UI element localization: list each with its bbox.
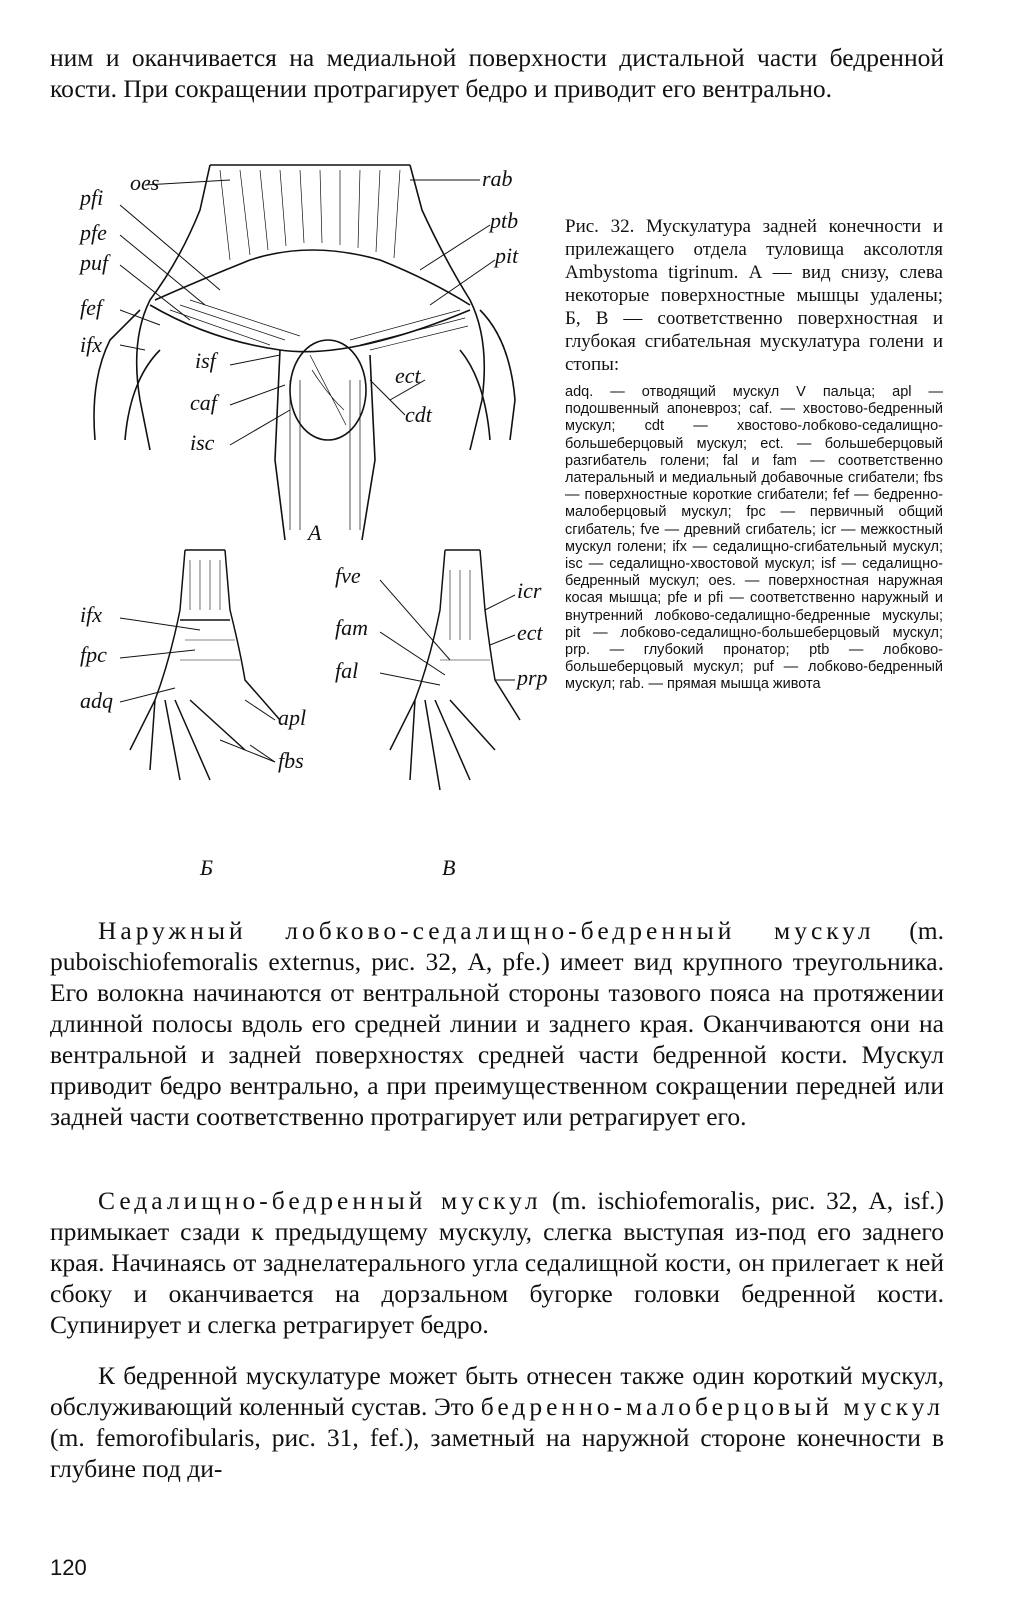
label-ptb: ptb	[490, 208, 519, 233]
page-number: 120	[50, 1555, 87, 1580]
label-ect: ect	[395, 363, 421, 388]
label-fbs: fbs	[278, 748, 304, 773]
label-puf: puf	[80, 250, 109, 275]
figure-32	[50, 140, 550, 900]
label-fam: fam	[335, 615, 368, 640]
label-adq: adq	[80, 688, 113, 713]
label-oes: oes	[130, 170, 160, 195]
label-prp: prp	[517, 665, 548, 690]
figure-caption	[565, 215, 943, 694]
caption-title: Рис. 32. Мускулатура задней конечности и прилежащего отдела туловища аксолотля Ambystoma tigrinum. А — вид снизу, слева некоторые поверхностные мышцы удалены; Б, В — соответственно поверхностная и глубокая сгибательная мускулатура голени и стопы:	[565, 216, 943, 375]
term-puboischiofemoralis: Наружный лобково-седалищно-бедренный мускул	[98, 916, 875, 945]
label-pfi: pfi	[80, 185, 104, 210]
label-isc: isc	[190, 430, 215, 455]
label-fal: fal	[335, 658, 359, 683]
label-ifx-b: ifx	[80, 602, 102, 627]
label-fve: fve	[335, 563, 361, 588]
label-icr: icr	[517, 578, 542, 603]
label-ifx: ifx	[80, 332, 102, 357]
paragraph-2-text: (m. ischiofemoralis, рис. 32, А, isf.) примыкает сзади к предыдущему мускулу, слегка выступая из-под его заднего края. Начинаясь от заднелатерального угла седалищной кости, он прилегает к ней сбоку и оканчивается на дорзальном бугорке головки бедренной кости. Супинирует и слегка ретрагирует бедро.	[50, 1186, 944, 1339]
paragraph-3	[50, 1360, 944, 1484]
label-isf: isf	[195, 348, 216, 373]
label-pfe: pfe	[80, 220, 107, 245]
anatomical-illustration	[50, 140, 550, 900]
label-rab: rab	[482, 166, 513, 191]
top-paragraph: ним и оканчивается на медиальной поверхности дистальной части бедренной кости. При сокращении протрагирует бедро и приводит его вентрально.	[50, 43, 944, 103]
paragraph-3-text: (m. femorofibularis, рис. 31, fef.), заметный на наружной стороне конечности в глубине под ди-	[50, 1423, 944, 1483]
label-caf: caf	[190, 390, 217, 415]
panel-label-v: В	[442, 855, 456, 880]
paragraph-2	[50, 1185, 944, 1340]
term-ischiofemoralis: Седалищно-бедренный мускул	[98, 1186, 542, 1215]
term-femorofibularis: бедренно-малоберцовый мускул	[480, 1392, 945, 1421]
label-cdt: cdt	[405, 402, 432, 427]
caption-legend: adq. — отводящий мускул V пальца; apl — подошвенный апоневроз; caf. — хвостово-бедренный мускул; cdt — хвостово-лобково-седалищно-большеберцовый мускул; ect. — большеберцовый разгибатель голени; fal и fam — соответственно латеральный и медиальный добавочные сгибатели; fbs — поверхностные короткие сгибатели; fef — бедренно-малоберцовый мускул; fpc — первичный общий сгибатель; fve — древний сгибатель; icr — межкостный мускул голени; ifx — седалищно-сгибательный мускул; isc — седалищно-хвостовой мускул; isf — седалищно-бедренный мускул; oes. — поверхностная наружная косая мышца; pfe и pfi — соответственно наружный и внутренний лобково-седалищно-бедренные мускулы; pit — лобково-седалищно-большеберцовый мускул; prp. — глубокий пронатор; ptb — лобково-большеберцовый мускул; puf — лобково-бедренный мускул; rab. — прямая мышца живота	[565, 384, 943, 693]
paragraph-1-text: (m. puboischiofemoralis externus, рис. 32, А, pfe.) имеет вид крупного треугольника. Его волокна начинаются от вентральной стороны тазового пояса на протяжении длинной полосы вдоль его средней линии и заднего края. Оканчиваются они на вентральной и задней поверхностях средней части бедренной кости. Мускул приводит бедро вентрально, а при преимущественном сокращении передней или задней части соответственно протрагирует или ретрагирует его.	[50, 916, 945, 1131]
panel-label-a: А	[308, 520, 322, 545]
paragraph-3-lead: К бедренной мускулатуре может быть отнесен также один короткий мускул, обслуживающий коленный сустав. Это	[50, 1361, 944, 1421]
label-pit: pit	[495, 243, 519, 268]
panel-label-b: Б	[200, 855, 213, 880]
label-ect-v: ect	[517, 620, 543, 645]
label-apl: apl	[278, 705, 307, 730]
paragraph-1	[50, 915, 944, 1132]
label-fef: fef	[80, 295, 102, 320]
label-fpc: fpc	[80, 642, 107, 667]
